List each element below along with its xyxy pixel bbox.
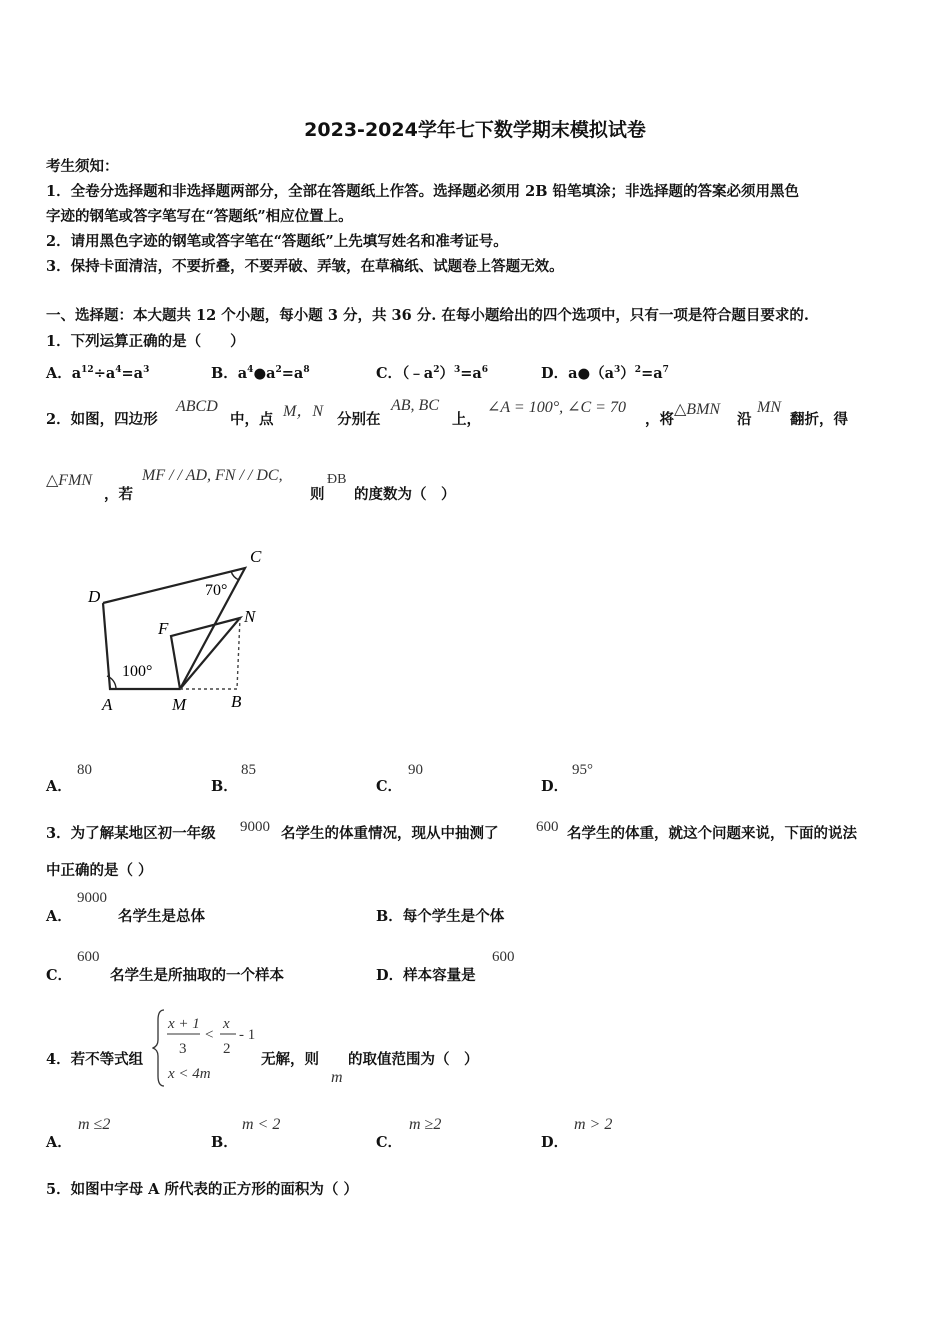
- label-m: M: [172, 695, 187, 714]
- q5-stem: 5．如图中字母 A 所代表的正方形的面积为（ ）: [46, 1181, 358, 1198]
- q2-math-abcd: ABCD: [176, 398, 218, 415]
- q2-option-a-value: 80: [77, 762, 92, 778]
- q2-math-fmn: △FMN: [46, 472, 93, 489]
- q2-text-6: 沿: [737, 411, 752, 428]
- q3-option-c-text: 名学生是所抽取的一个样本: [110, 967, 284, 984]
- notice-line-1a: 1．全卷分选择题和非选择题两部分，全部在答题纸上作答。选择题必须用 2B 铅笔填涂；非选择题的答案必须用黑色: [46, 183, 800, 200]
- q4-minus-one: - 1: [239, 1027, 256, 1043]
- q4-text-2: 无解，则: [261, 1051, 319, 1068]
- q4-option-a-value: m ≤2: [78, 1116, 111, 1133]
- q3-num-9000: 9000: [240, 819, 270, 835]
- brace: [153, 1010, 164, 1086]
- label-c: C: [250, 547, 262, 566]
- section-heading: 一、选择题：本大题共 12 个小题，每小题 3 分，共 36 分. 在每小题给出的四个选项中，只有一项是符合题目要求的.: [46, 307, 809, 324]
- q2-math-parallel: MF / / AD, FN / / DC,: [142, 467, 283, 484]
- q4-option-b-label: B．: [211, 1134, 238, 1151]
- q1-option-d: D．$a●(a^3)^2=a^7$: [541, 365, 669, 382]
- q2-text-5: ，将: [645, 411, 674, 428]
- q2-math-angle-b: ÐB: [327, 472, 347, 487]
- q2-figure: [80, 540, 280, 720]
- q3-num-600: 600: [536, 819, 559, 835]
- q3-option-a-num: 9000: [77, 890, 107, 906]
- q4-frac2-den: 2: [223, 1041, 231, 1057]
- q2-text-9: 则: [310, 486, 325, 503]
- label-f: F: [158, 619, 169, 638]
- q3-text-4: 中正确的是（ ）: [46, 862, 153, 879]
- angle-c-arc: [231, 571, 239, 580]
- q4-option-c-value: m ≥2: [409, 1116, 442, 1133]
- q4-option-d-value: m > 2: [574, 1116, 613, 1133]
- q4-var-m: m: [331, 1069, 343, 1086]
- q3-text-1: 3．为了解某地区初一年级: [46, 825, 216, 842]
- q2-option-b-label: B．: [211, 778, 238, 795]
- q4-inequality-system: [152, 1008, 262, 1090]
- label-b: B: [231, 692, 242, 711]
- q1-option-c: C．$(﹣a^2)^3=a^6$: [376, 365, 489, 382]
- notice-heading: 考生须知：: [46, 158, 119, 175]
- q2-text-10: 的度数为（ ）: [354, 486, 456, 503]
- q1-option-b: B．$a^4●a^2=a^8$: [211, 365, 310, 382]
- q4-text-3: 的取值范围为（ ）: [348, 1051, 479, 1068]
- q3-option-d-text: D．样本容量是: [376, 967, 476, 984]
- q3-option-a-label: A．: [46, 908, 72, 925]
- q4-option-a-label: A．: [46, 1134, 72, 1151]
- q2-text-7: 翻折，得: [790, 411, 848, 428]
- q2-text-4: 上，: [452, 411, 481, 428]
- q2-math-mn: MN: [757, 399, 781, 416]
- q3-option-b: B．每个学生是个体: [376, 908, 505, 925]
- notice-line-1b: 字迹的钢笔或答字笔写在“答题纸”相应位置上。: [46, 208, 353, 225]
- q3-option-d-num: 600: [492, 949, 515, 965]
- q3-text-2: 名学生的体重情况，现从中抽测了: [281, 825, 499, 842]
- q4-frac1-num: x + 1: [168, 1016, 200, 1032]
- q1-option-a: A．$a^{12}\div a^4=a^3$: [46, 365, 150, 382]
- label-d: D: [88, 587, 101, 606]
- q3-option-c-label: C．: [46, 967, 73, 984]
- q2-math-bmn: △BMN: [674, 401, 721, 418]
- q2-text-1: 2．如图，四边形: [46, 411, 158, 428]
- label-angle-c: 70°: [205, 582, 228, 599]
- q4-frac2-num: x: [223, 1016, 230, 1032]
- q4-option-c-label: C．: [376, 1134, 403, 1151]
- q2-text-2: 中，点: [230, 411, 274, 428]
- q2-math-mn-points: M，N: [283, 403, 324, 420]
- q2-text-3: 分别在: [337, 411, 381, 428]
- q1-stem: 1．下列运算正确的是（ ）: [46, 333, 245, 350]
- notice-line-2: 2．请用黑色字迹的钢笔或答字笔在“答题纸”上先填写姓名和准考证号。: [46, 233, 508, 250]
- q3-option-c-num: 600: [77, 949, 100, 965]
- q2-text-8: ，若: [104, 486, 133, 503]
- label-a: A: [102, 695, 113, 714]
- q2-math-ab-bc: AB, BC: [391, 397, 439, 414]
- q4-text-1: 4．若不等式组: [46, 1051, 144, 1068]
- q2-option-d-label: D．: [541, 778, 569, 795]
- q2-math-angles: ∠A = 100°, ∠C = 70: [487, 399, 626, 416]
- q2-option-b-value: 85: [241, 762, 256, 778]
- label-angle-a: 100°: [122, 663, 153, 680]
- label-n: N: [244, 607, 256, 626]
- q4-row2: x < 4m: [168, 1066, 211, 1082]
- q4-lt: <: [205, 1027, 214, 1043]
- q4-frac1-den: 3: [179, 1041, 187, 1057]
- q2-option-d-value: 95°: [572, 762, 593, 778]
- q2-option-c-label: C．: [376, 778, 403, 795]
- q3-option-a-text: 名学生是总体: [118, 908, 205, 925]
- page-title: 2023-2024学年七下数学期末模拟试卷: [304, 119, 646, 141]
- q2-option-a-label: A．: [46, 778, 72, 795]
- q2-option-c-value: 90: [408, 762, 423, 778]
- q4-option-b-value: m < 2: [242, 1116, 281, 1133]
- triangle-fmn: [171, 618, 240, 689]
- q4-option-d-label: D．: [541, 1134, 569, 1151]
- q3-text-3: 名学生的体重，就这个问题来说，下面的说法: [567, 825, 857, 842]
- notice-line-3: 3．保持卡面清洁，不要折叠，不要弄破、弄皱，在草稿纸、试题卷上答题无效。: [46, 258, 564, 275]
